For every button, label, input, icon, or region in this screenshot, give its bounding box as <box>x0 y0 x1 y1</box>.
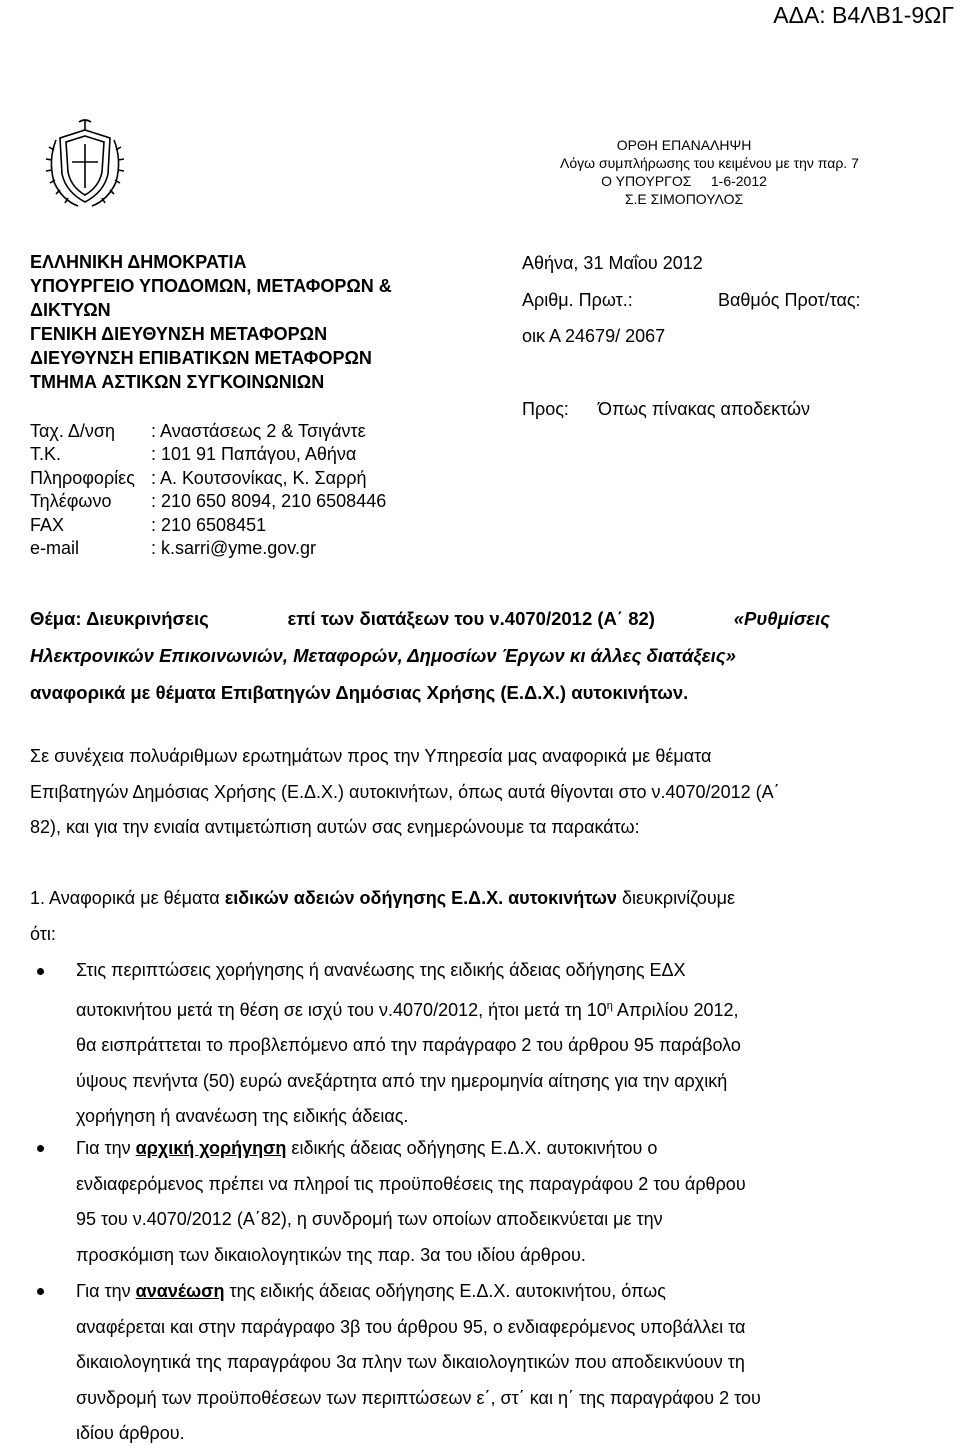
header-line: ΔΙΕΥΘΥΝΣΗ ΕΠΙΒΑΤΙΚΩΝ ΜΕΤΑΦΟΡΩΝ <box>30 348 372 368</box>
correction-line: Σ.Ε ΣΙΜΟΠΟΥΛΟΣ <box>624 191 744 207</box>
greek-coat-of-arms-icon <box>44 116 126 212</box>
protocol-label: Αριθμ. Πρωτ.: <box>522 290 633 310</box>
paragraph-line: αναφέρεται και στην παράγραφο 3β του άρθρου 95, ο ενδιαφερόμενος υποβάλλει τα <box>76 1316 746 1337</box>
correction-line: Λόγω συμπλήρωσης του κειμένου με την παρ. 7 <box>560 155 859 171</box>
superscript: η <box>606 999 613 1012</box>
bullet-item <box>76 1274 761 1452</box>
bullet-icon <box>37 1145 44 1152</box>
header-line: ΔΙΚΤΥΩΝ <box>30 300 111 320</box>
protocol-number: οικ Α 24679/ 2067 <box>522 326 666 346</box>
ada-code: ΑΔΑ: Β4ΛΒ1-9ΩΓ <box>773 2 954 28</box>
section-text: 1. Αναφορικά με θέματα <box>30 888 225 908</box>
sender-header <box>30 250 392 394</box>
paragraph-line: Σε συνέχεια πολυάριθμων ερωτημάτων προς την Υπηρεσία μας αναφορικά με θέματα <box>30 746 712 766</box>
contact-value: : Αναστάσεως 2 & Τσιγάντε <box>151 421 366 441</box>
recipient-label: Προς: <box>522 399 569 419</box>
paragraph-line: δικαιολογητικά της παραγράφου 3α πλην των δικαιολογητικών που αποδεικνύουν τη <box>76 1352 745 1373</box>
intro-paragraph <box>30 739 780 846</box>
priority-label: Βαθμός Προτ/τας: <box>718 290 861 310</box>
subject-text: «Ρυθμίσεις <box>733 608 830 629</box>
underlined-term: ανανέωση <box>135 1281 225 1301</box>
contact-row <box>30 514 386 537</box>
contact-row <box>30 467 386 490</box>
subject-text: Ηλεκτρονικών Επικοινωνιών, Μεταφορών, Δημοσίων Έργων κι άλλες διατάξεις» <box>30 645 736 666</box>
header-line: ΕΛΛΗΝΙΚΗ ΔΗΜΟΚΡΑΤΙΑ <box>30 252 247 272</box>
recipient-value: Όπως πίνακας αποδεκτών <box>598 399 811 419</box>
bullet-item <box>76 1131 746 1273</box>
contact-value: : Α. Κουτσονίκας, Κ. Σαρρή <box>151 467 367 488</box>
contact-label: Πληροφορίες <box>30 467 135 488</box>
contact-row <box>30 537 386 560</box>
paragraph-line: θα εισπράττεται το προβλεπόμενο από την παράγραφο 2 του άρθρου 95 παράβολο <box>76 1035 741 1056</box>
correction-line: Ο ΥΠΟΥΡΓΟΣ 1-6-2012 <box>601 173 767 189</box>
contact-label: Τηλέφωνο <box>30 491 112 512</box>
subject-text: επί των διατάξεων του ν.4070/2012 (Α΄ 82) <box>287 608 655 629</box>
subject-line <box>30 600 830 637</box>
header-line: ΥΠΟΥΡΓΕΙΟ ΥΠΟΔΟΜΩΝ, ΜΕΤΑΦΟΡΩΝ & <box>30 276 392 296</box>
paragraph-line: ότι: <box>30 923 56 944</box>
subject-label: Θέμα: <box>30 608 82 629</box>
contact-value: : 101 91 Παπάγου, Αθήνα <box>151 444 357 465</box>
contact-value: : 210 650 8094, 210 6508446 <box>151 491 387 512</box>
document-date: Αθήνα, 31 Μαΐου 2012 <box>522 253 703 273</box>
paragraph-line: της ειδικής άδειας οδήγησης Ε.Δ.Χ. αυτοκινήτου, όπως <box>224 1281 666 1301</box>
header-line: ΤΜΗΜΑ ΑΣΤΙΚΩΝ ΣΥΓΚΟΙΝΩΝΙΩΝ <box>30 372 325 392</box>
paragraph-line: Στις περιπτώσεις χορήγησης ή ανανέωσης της ειδικής άδειας οδήγησης ΕΔΧ <box>76 960 686 980</box>
paragraph-line: συνδρομή των προϋποθέσεων των περιπτώσεων ε΄, στ΄ και η΄ της παραγράφου 2 του <box>76 1387 761 1408</box>
contact-row <box>30 420 386 443</box>
subject-text: αναφορικά με θέματα Επιβατηγών Δημόσιας Χρήσης (Ε.Δ.Χ.) αυτοκινήτων. <box>30 682 689 703</box>
paragraph-line: ύψους πενήντα (50) ευρώ ανεξάρτητα από την ημερομηνία αίτησης για την αρχική <box>76 1070 728 1091</box>
bullet-item <box>76 953 741 1135</box>
paragraph-line: Για την <box>76 1281 136 1301</box>
paragraph-line: ενδιαφερόμενος πρέπει να πληροί τις προϋποθέσεις της παραγράφου 2 του άρθρου <box>76 1173 746 1194</box>
paragraph-line: ιδίου άρθρου. <box>76 1423 185 1444</box>
contact-label: Τ.Κ. <box>30 444 62 465</box>
subject-block <box>30 600 830 711</box>
paragraph-line: χορήγηση ή ανανέωση της ειδικής άδειας. <box>76 1106 409 1127</box>
paragraph-line: ειδικής άδειας οδήγησης Ε.Δ.Χ. αυτοκινήτου ο <box>286 1138 658 1158</box>
paragraph-line: Απριλίου 2012, <box>612 999 739 1020</box>
section-text: διευκρινίζουμε <box>616 888 736 908</box>
paragraph-line: 95 του ν.4070/2012 (Α΄82), η συνδρομή των οποίων αποδεικνύεται με την <box>76 1209 663 1230</box>
contact-value: : 210 6508451 <box>151 514 267 535</box>
contact-value: : k.sarri@yme.gov.gr <box>151 538 316 559</box>
contact-label: FAX <box>30 514 65 535</box>
contact-row <box>30 443 386 466</box>
section-text-bold: ειδικών αδειών οδήγησης Ε.Δ.Χ. αυτοκινήτων <box>224 888 617 908</box>
contact-label: Ταχ. Δ/νση <box>30 421 116 441</box>
paragraph-line: αυτοκινήτου μετά τη θέση σε ισχύ του ν.4070/2012, ήτοι μετά τη 10 <box>76 999 607 1020</box>
bullet-icon <box>37 1288 44 1295</box>
contact-row <box>30 490 386 513</box>
paragraph-line: Για την <box>76 1138 136 1158</box>
correction-note <box>560 136 859 208</box>
paragraph-line: προσκόμιση των δικαιολογητικών της παρ. 3α του ιδίου άρθρου. <box>76 1244 586 1265</box>
paragraph-line: Επιβατηγών Δημόσιας Χρήσης (Ε.Δ.Χ.) αυτοκινήτων, όπως αυτά θίγονται στο ν.4070/2012 (Α΄ <box>30 781 780 802</box>
section-1-intro <box>30 881 735 952</box>
correction-line: ΟΡΘΗ ΕΠΑΝΑΛΗΨΗ <box>616 137 752 153</box>
underlined-term: αρχική χορήγηση <box>135 1138 287 1158</box>
subject-text: Διευκρινήσεις <box>86 608 209 629</box>
paragraph-line: 82), και για την ενιαία αντιμετώπιση αυτών σας ενημερώνουμε τα παρακάτω: <box>30 817 640 838</box>
contact-label: e-mail <box>30 538 80 559</box>
bullet-icon <box>37 968 44 975</box>
contact-block <box>30 420 386 560</box>
header-line: ΓΕΝΙΚΗ ΔΙΕΥΘΥΝΣΗ ΜΕΤΑΦΟΡΩΝ <box>30 324 328 344</box>
